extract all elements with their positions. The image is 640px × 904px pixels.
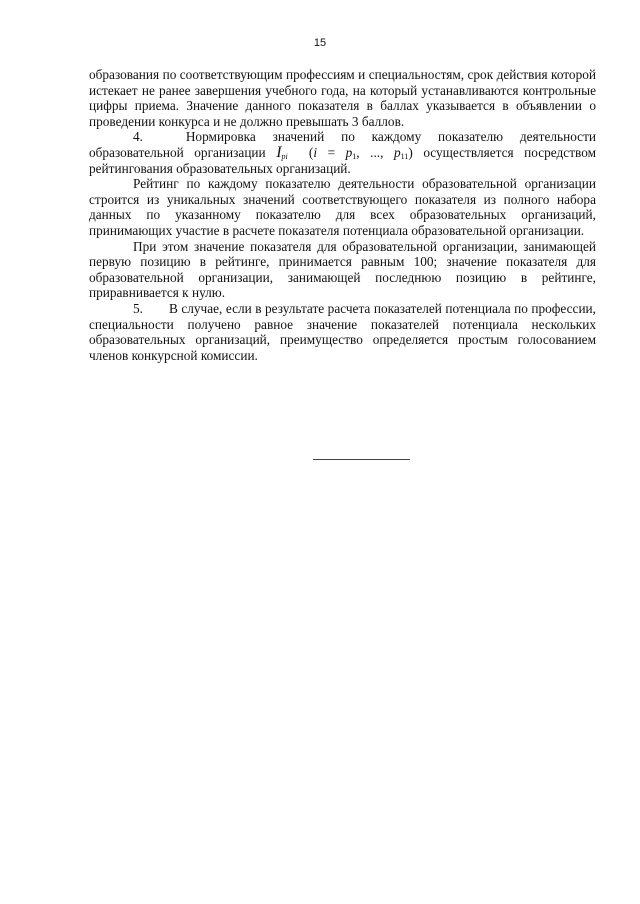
formula-symbol-sub: pi bbox=[281, 151, 288, 161]
formula-close-paren: ) bbox=[408, 144, 413, 160]
document-body bbox=[89, 67, 596, 363]
paragraph-5-number: 5. bbox=[133, 300, 143, 316]
formula-symbol: I bbox=[276, 143, 282, 161]
formula-dots: , ..., bbox=[356, 144, 384, 160]
formula-index-range bbox=[276, 145, 423, 160]
formula-p11: p bbox=[393, 144, 401, 160]
formula-p11-sub: 11 bbox=[400, 151, 409, 161]
paragraph-5 bbox=[89, 301, 596, 363]
page-number: 15 bbox=[313, 37, 327, 49]
paragraph-3 bbox=[89, 176, 596, 238]
formula-p1-sub: 1 bbox=[352, 151, 357, 161]
paragraph-2-number: 4. bbox=[133, 129, 143, 145]
formula-p1: p bbox=[345, 144, 353, 160]
formula-var: i bbox=[313, 144, 318, 160]
formula-open-paren: ( bbox=[308, 144, 314, 160]
paragraph-2-text-before: Нормировка значений по каждому показателю деятельности образовательной организации bbox=[89, 129, 597, 160]
end-separator-line bbox=[313, 459, 410, 460]
paragraph-1: образования по соответствующим профессиям и специальностям, срок действия которой истекает не ранее завершения учебного года, на который устанавливаются контрольные цифры приема. Значение данного показателя в баллах указывается в объявлении о проведении конкурса и не должно превышать 3 баллов. bbox=[89, 67, 596, 129]
paragraph-5-text: В случае, если в результате расчета показателей потенциала по профессии, специальности получено равное значение показателей потенциала нескольких образовательных организаций, преимущество определяется простым голосованием членов конкурсной комиссии. bbox=[89, 300, 596, 363]
paragraph-2 bbox=[89, 129, 596, 176]
paragraph-4 bbox=[89, 239, 596, 301]
paragraph-2-text-after: осуществляется посредством рейтингования образовательных организаций. bbox=[89, 144, 597, 176]
paragraph-4-text: При этом значение показателя для образовательной организации, занимающей первую позицию в рейтинге, принимается равным 100; значение показателя для образовательной организации, занимающей последнюю позицию в рейтинге, приравнивается к нулю. bbox=[89, 238, 596, 301]
paragraph-3-text: Рейтинг по каждому показателю деятельности образовательной организации строится из уникальных значений соответствующего показателя из полного набора данных по указанному показателю для всех образовательных организаций, принимающих участие в расчете показателя потенциала образовательной организации. bbox=[89, 176, 596, 238]
formula-equals: = bbox=[327, 144, 336, 160]
